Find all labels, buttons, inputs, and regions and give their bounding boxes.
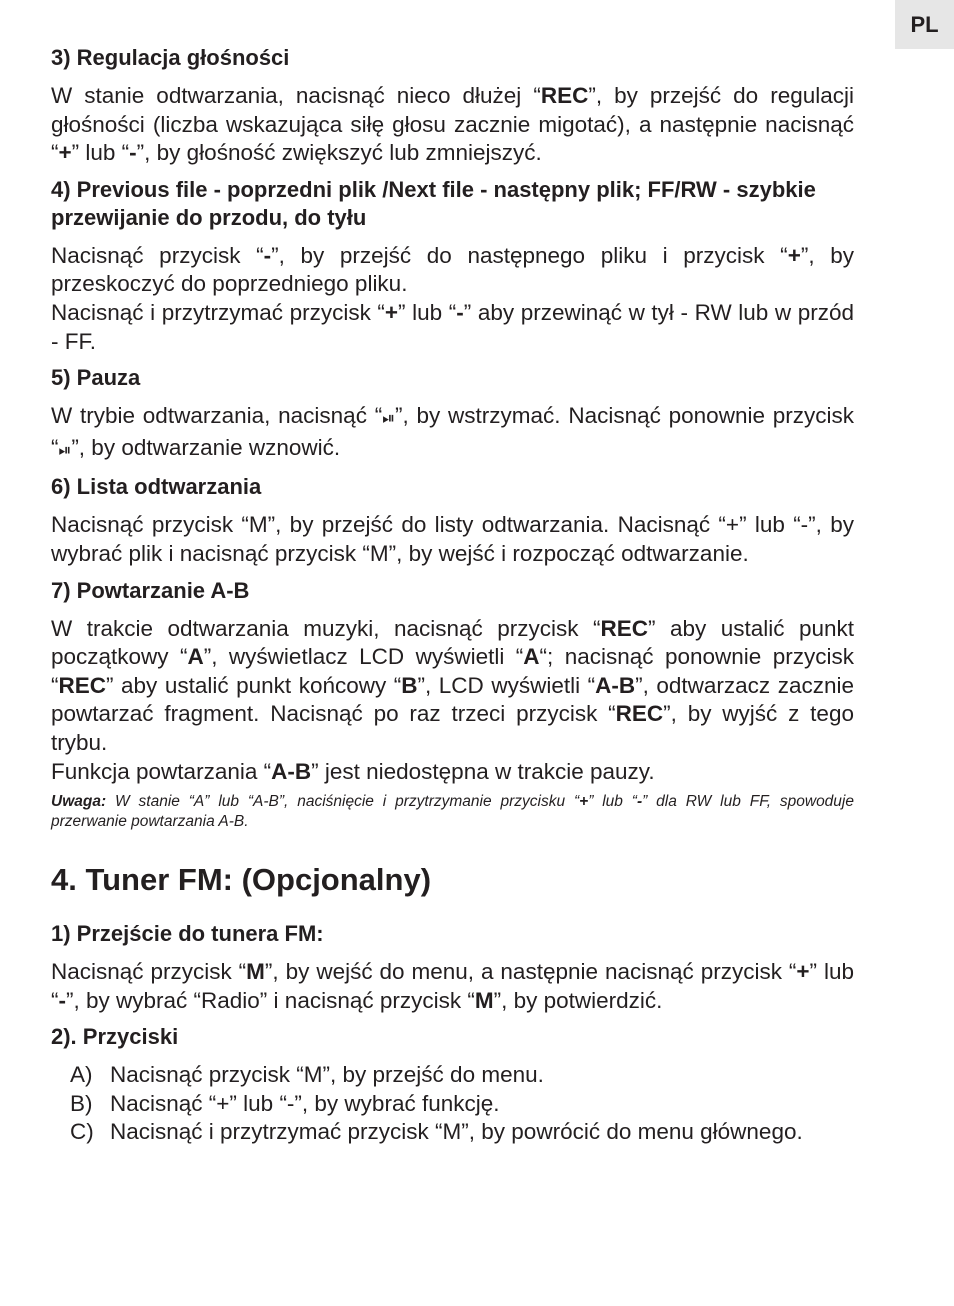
paragraph-ab-repeat: W trakcie odtwarzania muzyki, nacisnąć przycisk “REC” aby ustalić punkt początkowy “A”, wyświetlacz LCD wyświetli “A“; nacisnąć ponownie przycisk “REC” aby ustalić punkt końcowy “B”, LCD wyświetli “A-B”, odtwarzacz zacznie powtarzać fragment. Nacisnąć po raz trzeci przycisk “REC”, by wyjść z tego trybu. bbox=[51, 615, 854, 755]
heading-ab-repeat: 7) Powtarzanie A-B bbox=[51, 577, 250, 603]
section-prev-next bbox=[51, 176, 854, 356]
heading-playlist: 6) Lista odtwarzania bbox=[51, 474, 262, 500]
buttons-list bbox=[51, 1061, 854, 1147]
paragraph-ab-pause: Funkcja powtarzania “A-B” jest niedostępna w trakcie pauzy. bbox=[51, 758, 655, 784]
heading-buttons: 2). Przyciski bbox=[51, 1024, 179, 1050]
heading-fm-tuner: 4. Tuner FM: (Opcjonalny) bbox=[51, 862, 432, 898]
paragraph-ff-rw: Nacisnąć i przytrzymać przycisk “+” lub “-” aby przewinąć w tył - RW lub w przód - FF. bbox=[51, 299, 855, 354]
heading-enter-tuner: 1) Przejście do tunera FM: bbox=[51, 921, 324, 947]
heading-pause: 5) Pauza bbox=[51, 365, 141, 391]
section-ab-repeat bbox=[51, 577, 854, 833]
page-content bbox=[51, 44, 854, 1153]
note-ab-repeat: Uwaga: W stanie “A” lub “A-B”, naciśnięcie i przytrzymanie przycisku “+” lub “-” dla RW lub FF, spowoduje przerwanie powtarzania A-B. bbox=[51, 793, 854, 831]
section-playlist bbox=[51, 473, 854, 568]
section-buttons bbox=[51, 1023, 854, 1147]
play-pause-icon: ⏯ bbox=[382, 410, 396, 428]
paragraph-prev-next: Nacisnąć przycisk “-”, by przejść do następnego pliku i przycisk “+”, by przeskoczyć do poprzedniego pliku. bbox=[51, 242, 854, 297]
section-pause bbox=[51, 364, 854, 465]
play-pause-icon: ⏯ bbox=[58, 441, 72, 459]
list-item: B) Nacisnąć “+” lub “-”, by wybrać funkcję. bbox=[70, 1090, 500, 1116]
paragraph-enter-tuner: Nacisnąć przycisk “M”, by wejść do menu, a następnie nacisnąć przycisk “+” lub “-”, by wybrać “Radio” i nacisnąć przycisk “M”, by potwierdzić. bbox=[51, 959, 854, 1013]
paragraph-pause: W trybie odtwarzania, nacisnąć “⏯”, by wstrzymać. Nacisnąć ponownie przycisk “⏯”, by odtwarzanie wznowić. bbox=[51, 403, 854, 460]
list-item: C) Nacisnąć i przytrzymać przycisk “M”, by powrócić do menu głównego. bbox=[70, 1119, 803, 1145]
section-volume bbox=[51, 44, 854, 168]
section-enter-tuner bbox=[51, 920, 854, 1015]
paragraph-playlist: Nacisnąć przycisk “M”, by przejść do listy odtwarzania. Nacisnąć “+” lub “-”, by wybrać plik i nacisnąć przycisk “M”, by wejść i rozpocząć odtwarzanie. bbox=[51, 512, 854, 566]
list-item: A) Nacisnąć przycisk “M”, by przejść do menu. bbox=[70, 1062, 544, 1088]
heading-volume: 3) Regulacja głośności bbox=[51, 45, 290, 70]
heading-prev-next: 4) Previous file - poprzedni plik /Next file - następny plik; FF/RW - szybkie przewijanie do przodu, do tyłu bbox=[51, 176, 816, 230]
paragraph-volume: W stanie odtwarzania, nacisnąć nieco dłużej “REC”, by przejść do regulacji głośności (liczba wskazująca siłę głosu zacznie migotać), a następnie nacisnąć “+” lub “-”, by głośność zwiększyć lub zmniejszyć. bbox=[51, 83, 855, 166]
language-tab: PL bbox=[895, 0, 954, 49]
